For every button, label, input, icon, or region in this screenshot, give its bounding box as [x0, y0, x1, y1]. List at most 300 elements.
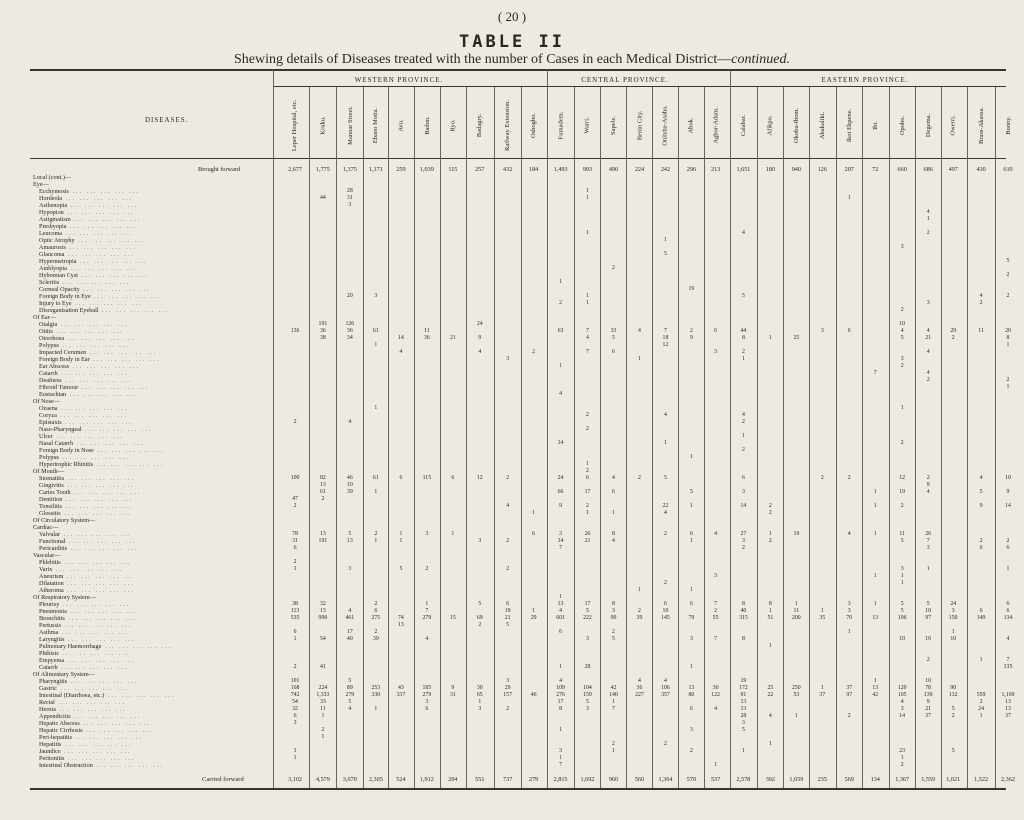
disease-row-label: [39, 657, 135, 664]
disease-row-label: [39, 237, 146, 244]
case-count-cell: 3: [900, 356, 904, 362]
disease-name: Of Alimentary System—: [33, 671, 95, 678]
case-count-cell: 1: [374, 489, 378, 495]
column-divider: [757, 87, 758, 788]
case-count-cell: 5: [664, 475, 667, 481]
leader-dots: ... ... ... ... ...: [58, 342, 130, 349]
column-header: [865, 94, 885, 156]
case-count-cell: 70: [846, 615, 853, 621]
column-header: [443, 94, 463, 156]
case-count-cell: 126: [345, 321, 355, 327]
case-count-cell: 37: [1005, 713, 1011, 719]
leader-dots: ... ... ... ... ...: [67, 545, 139, 552]
leader-dots: ... ... ... ... ...: [54, 699, 126, 706]
leader-dots: ... ... ... ... ...: [66, 223, 138, 230]
case-count-cell: 10: [662, 608, 669, 614]
disease-row-label: [39, 307, 169, 314]
leader-dots: ... ... ... ... ...: [67, 202, 139, 209]
leader-dots: ... ... ... ... ...: [58, 629, 130, 636]
case-count-cell: 2: [847, 475, 851, 481]
case-count-cell: 1: [689, 538, 693, 544]
case-count-cell: 6: [399, 475, 403, 481]
column-divider: [388, 87, 389, 788]
disease-name: Asthma: [39, 629, 59, 636]
disease-name: Eye—: [33, 181, 49, 188]
leader-dots: ... ... ... ... ...: [59, 279, 131, 286]
case-count-cell: 3: [847, 608, 851, 614]
disease-name: Laryngitis: [39, 636, 65, 643]
brought-forward-value: 1,651: [736, 166, 751, 173]
case-count-cell: 168: [290, 685, 300, 691]
case-count-cell: 1: [612, 699, 615, 705]
brought-forward-value: 115: [448, 166, 458, 173]
case-count-cell: 120: [897, 685, 907, 691]
disease-row-label: [39, 202, 138, 209]
case-count-cell: 6: [506, 601, 510, 607]
case-count-cell: 1: [820, 608, 824, 614]
case-count-cell: 46: [346, 475, 353, 481]
case-count-cell: 10: [925, 678, 932, 684]
case-count-cell: 1: [321, 713, 325, 719]
disease-row-label: [39, 335, 135, 342]
case-count-cell: 4: [506, 503, 510, 509]
case-count-cell: 31: [346, 195, 353, 201]
case-count-cell: 1: [689, 664, 693, 670]
carried-forward-value: 2,305: [368, 776, 383, 783]
disease-row-label: [39, 629, 129, 636]
case-count-cell: 18: [662, 335, 669, 341]
disease-name: Gastric: [39, 685, 57, 692]
case-count-cell: 10: [1005, 475, 1011, 481]
brought-forward-value: 660: [897, 166, 907, 173]
case-count-cell: 32: [320, 601, 326, 607]
case-count-cell: 42: [610, 685, 617, 691]
case-count-cell: 2: [926, 475, 930, 481]
case-count-cell: 6: [714, 328, 718, 334]
case-count-cell: 1: [586, 510, 589, 516]
column-header-label: Ibi.: [871, 120, 879, 130]
case-count-cell: 3: [741, 538, 745, 544]
case-count-cell: 8: [741, 636, 745, 642]
case-count-cell: 5: [586, 608, 589, 614]
case-count-cell: 2: [741, 349, 745, 355]
disease-row-label: [33, 552, 61, 559]
leader-dots: ... ... ... ... ...: [74, 237, 146, 244]
diseases-heading: DISEASES.: [145, 116, 189, 124]
disease-row-label: [39, 321, 128, 328]
disease-row-label: [39, 559, 132, 566]
case-count-cell: 2: [506, 706, 510, 712]
disease-row-label: [39, 664, 129, 671]
case-count-cell: 14: [899, 713, 906, 719]
column-header-label: Opobo.: [898, 115, 906, 135]
disease-name: Naso-Pharyngeal: [39, 426, 82, 433]
case-count-cell: 61: [320, 489, 326, 495]
carried-forward-value: 3,670: [342, 776, 357, 783]
case-count-cell: 2: [926, 230, 930, 236]
disease-name: Impacted Cerumen: [39, 349, 87, 356]
case-count-cell: 1: [586, 293, 589, 299]
case-count-cell: 13: [1005, 706, 1011, 712]
case-count-cell: 5: [926, 601, 930, 607]
brought-forward-value: 1,493: [553, 166, 568, 173]
leader-dots: ... ... ... ... ...: [82, 727, 154, 734]
case-count-cell: 106: [661, 685, 670, 691]
brought-forward-value: 180: [765, 166, 775, 173]
disease-row-label: [33, 594, 96, 601]
leader-dots: ... ... ... ... ...: [66, 391, 138, 398]
brought-forward-value: 1,775: [315, 166, 330, 173]
disease-row-label: [39, 328, 124, 335]
case-count-cell: 9: [451, 685, 455, 691]
case-count-cell: 2: [741, 447, 745, 453]
case-count-cell: 11: [320, 706, 326, 712]
case-count-cell: 2: [293, 503, 297, 509]
case-count-cell: 13: [740, 699, 747, 705]
disease-name: Otitis: [39, 328, 53, 335]
brought-forward-value: 610: [1003, 166, 1013, 173]
case-count-cell: 1: [900, 580, 904, 586]
case-count-cell: 2: [664, 741, 667, 747]
disease-name: Hypermetropia: [39, 258, 77, 265]
case-count-cell: 4: [979, 475, 983, 481]
case-count-cell: 1: [689, 503, 693, 509]
column-header-label: Abakaliki.: [818, 111, 826, 139]
disease-name: Polypus: [39, 454, 59, 461]
disease-name: Varix: [39, 566, 53, 573]
case-count-cell: 24: [476, 321, 483, 327]
brought-forward-value: 72: [872, 166, 879, 173]
case-count-cell: 2: [979, 538, 983, 544]
table-title: TABLE II: [459, 32, 565, 52]
column-header-label: Okobu-Ibom.: [792, 107, 800, 143]
column-header: [812, 94, 832, 156]
leader-dots: ... ... ... ... ...: [64, 251, 136, 258]
case-count-cell: 6: [689, 601, 693, 607]
case-count-cell: 3: [741, 720, 745, 726]
disease-row-label: [39, 279, 130, 286]
case-count-cell: 2: [478, 622, 482, 628]
column-divider: [783, 87, 784, 788]
carried-forward-value: 4,579: [315, 776, 330, 783]
case-count-cell: 90: [950, 685, 957, 691]
leader-dots: ... ... ... ... ...: [57, 664, 129, 671]
case-count-cell: 4: [348, 419, 352, 425]
disease-name: Scleritis: [39, 279, 60, 286]
case-count-cell: 6: [293, 545, 297, 551]
case-count-cell: 5: [399, 566, 403, 572]
case-count-cell: 2: [532, 349, 536, 355]
case-count-cell: 10: [346, 482, 353, 488]
case-count-cell: 140: [609, 692, 618, 698]
case-count-cell: 4: [714, 706, 718, 712]
case-count-cell: 1: [873, 531, 877, 537]
disease-row-label: [39, 636, 135, 643]
disease-name: Pharyngitis: [39, 678, 68, 685]
case-count-cell: 66: [557, 489, 564, 495]
disease-name: Pericarditis: [39, 545, 68, 552]
leader-dots: ... ... ... ... ...: [52, 433, 124, 440]
carried-forward-value: 3,102: [288, 776, 303, 783]
case-count-cell: 4: [768, 713, 772, 719]
case-count-cell: 8: [768, 601, 772, 607]
case-count-cell: 1: [873, 573, 877, 579]
case-count-cell: 2: [900, 307, 904, 313]
case-count-cell: 24: [978, 706, 984, 712]
case-count-cell: 78: [925, 685, 932, 691]
case-count-cell: 1: [741, 748, 745, 754]
case-count-cell: 1: [559, 279, 562, 285]
case-count-cell: 7: [714, 601, 718, 607]
case-count-cell: 5: [348, 531, 352, 537]
case-count-cell: 1: [873, 601, 877, 607]
disease-row-label: [39, 195, 133, 202]
case-count-cell: 5: [741, 293, 745, 299]
case-count-cell: 20: [346, 293, 353, 299]
case-count-cell: 601: [556, 615, 565, 621]
case-count-cell: 1: [926, 566, 930, 572]
carried-forward-value: 960: [608, 776, 619, 783]
disease-name: Gingivitis: [39, 482, 64, 489]
case-count-cell: 1: [425, 601, 429, 607]
leader-dots: ... ... ... ... ...: [92, 762, 164, 769]
brought-forward-value: 257: [475, 166, 485, 173]
column-header-label: Avu.: [397, 118, 405, 132]
case-count-cell: 4: [979, 293, 983, 299]
disease-name: Corneal Opacity: [39, 286, 80, 293]
case-count-cell: 279: [345, 692, 355, 698]
disease-name: Amaurosis: [39, 244, 66, 251]
case-count-cell: 4: [559, 391, 562, 397]
case-count-cell: 2: [900, 762, 904, 768]
case-count-cell: 1: [586, 300, 589, 306]
disease-name: Glaucoma: [39, 251, 65, 258]
case-count-cell: 30: [712, 685, 719, 691]
leader-dots: ... ... ... ... ...: [70, 216, 142, 223]
case-count-cell: 5: [1006, 258, 1010, 264]
disease-row-label: [39, 384, 149, 391]
case-count-cell: 2: [293, 419, 297, 425]
disease-row-label: [39, 727, 153, 734]
disease-name: Hypopion: [39, 209, 64, 216]
case-count-cell: 21: [925, 706, 932, 712]
case-count-cell: 150: [948, 615, 958, 621]
case-count-cell: 5: [586, 699, 589, 705]
carried-forward-value: 569: [844, 776, 854, 783]
carried-forward-value: 1,364: [658, 776, 673, 783]
case-count-cell: 9: [559, 503, 562, 509]
case-count-cell: 9: [979, 503, 983, 509]
case-count-cell: 1: [1006, 384, 1010, 390]
column-header-label: Railway Extension.: [504, 99, 512, 151]
case-count-cell: 14: [740, 503, 747, 509]
case-count-cell: 1: [612, 748, 615, 754]
case-count-cell: 6: [689, 531, 693, 537]
case-count-cell: 1: [638, 587, 641, 593]
case-count-cell: 1: [399, 531, 403, 537]
case-count-cell: 149: [976, 615, 986, 621]
case-count-cell: 34: [346, 335, 353, 341]
case-count-cell: 24: [950, 601, 957, 607]
leader-dots: ... ... ... ... ...: [81, 426, 153, 433]
column-header: [733, 94, 753, 156]
disease-row-label: [39, 601, 130, 608]
disease-row-label: [39, 216, 142, 223]
case-count-cell: 2: [820, 475, 824, 481]
case-count-cell: 11: [424, 328, 430, 334]
table-subtitle: [0, 52, 1024, 68]
case-count-cell: 19: [793, 531, 800, 537]
disease-name: Jaundice: [39, 748, 61, 755]
disease-row-label: [39, 720, 151, 727]
case-count-cell: 5: [612, 636, 615, 642]
case-count-cell: 1: [820, 685, 824, 691]
leader-dots: ... ... ... ... ...: [57, 405, 129, 412]
case-count-cell: 8: [1006, 335, 1010, 341]
case-count-cell: 5: [664, 251, 667, 257]
disease-name: Tonsilitis: [39, 503, 62, 510]
disease-name: Hypertrophic Rhinitis: [39, 461, 94, 468]
case-count-cell: 8: [612, 531, 615, 537]
column-divider: [995, 87, 996, 788]
case-count-cell: 3: [374, 293, 378, 299]
leader-dots: ... ... ... ... ...: [60, 510, 132, 517]
disease-row-label: [39, 433, 124, 440]
case-count-cell: 227: [635, 692, 644, 698]
case-count-cell: 82: [320, 475, 326, 481]
case-count-cell: 6: [847, 328, 851, 334]
carried-forward-value: 134: [870, 776, 880, 783]
case-count-cell: 4: [741, 412, 745, 418]
case-count-cell: 1: [293, 755, 297, 761]
disease-name: Rectal: [39, 699, 55, 706]
case-count-cell: 2: [664, 580, 667, 586]
case-count-cell: 7: [612, 706, 615, 712]
case-count-cell: 54: [292, 699, 298, 705]
case-count-cell: 357: [661, 692, 670, 698]
disease-row-label: [39, 482, 135, 489]
leader-dots: ... ... ... ... ...: [63, 482, 135, 489]
case-count-cell: 990: [318, 615, 328, 621]
case-count-cell: 1: [847, 629, 851, 635]
column-header: [655, 94, 675, 156]
case-count-cell: 3: [559, 531, 562, 537]
case-count-cell: 13: [688, 685, 695, 691]
disease-row-label: [39, 251, 135, 258]
brought-forward-value: 1,171: [368, 166, 383, 173]
disease-name: Intestinal (Diarrhoea, etc.): [39, 692, 105, 699]
disease-name: Foreign Body in Ear: [39, 356, 90, 363]
case-count-cell: 3: [478, 538, 482, 544]
case-count-cell: 1: [374, 706, 378, 712]
case-count-cell: 89: [346, 685, 353, 691]
disease-row-label: [39, 230, 133, 237]
case-count-cell: 461: [345, 615, 355, 621]
case-count-cell: 4: [612, 538, 615, 544]
case-count-cell: 3: [926, 545, 930, 551]
case-count-cell: 4: [847, 531, 851, 537]
column-header-label: Sapele.: [609, 115, 617, 135]
leader-dots: ... ... ... ... ...: [52, 566, 124, 573]
disease-row-label: [39, 496, 133, 503]
case-count-cell: 6: [532, 531, 536, 537]
column-header: [470, 94, 490, 156]
carried-forward-value: 204: [448, 776, 458, 783]
case-count-cell: 3: [900, 706, 904, 712]
case-count-cell: 1: [768, 741, 772, 747]
disease-name: Bronchitis: [39, 615, 65, 622]
case-count-cell: 2: [689, 328, 693, 334]
case-count-cell: 2: [900, 440, 904, 446]
disease-row-label: [39, 678, 138, 685]
case-count-cell: 1: [559, 363, 562, 369]
disease-name: Otorrhoea: [39, 335, 65, 342]
disease-row-label: [39, 370, 129, 377]
case-count-cell: 1: [951, 629, 955, 635]
case-count-cell: 7: [926, 538, 930, 544]
column-header: [998, 94, 1018, 156]
case-count-cell: 1: [293, 748, 297, 754]
case-count-cell: 4: [926, 209, 930, 215]
leader-dots: ... ... ... ... ...: [71, 300, 143, 307]
case-count-cell: 1: [873, 489, 877, 495]
leader-dots: ... ... ... ... ...: [52, 328, 124, 335]
case-count-cell: 5: [689, 489, 693, 495]
disease-name: Foreign Body in Nose: [39, 447, 94, 454]
case-count-cell: 41: [320, 664, 326, 670]
disease-row-label: [39, 342, 130, 349]
case-count-cell: 7: [1006, 657, 1010, 663]
case-count-cell: 39: [372, 636, 379, 642]
case-count-cell: 5: [348, 699, 352, 705]
column-header-label: Onitsha-Asaba.: [661, 104, 669, 146]
case-count-cell: 7: [664, 328, 667, 334]
case-count-cell: 2: [926, 657, 930, 663]
leader-dots: ... ... ... ... ...: [86, 349, 158, 356]
case-count-cell: 115: [422, 475, 432, 481]
case-count-cell: 11: [793, 608, 800, 614]
case-count-cell: 1: [1006, 342, 1010, 348]
case-count-cell: 5: [951, 706, 955, 712]
carried-forward-value: 392: [765, 776, 775, 783]
disease-name: Disorganisation Eyeball: [39, 307, 99, 314]
case-count-cell: 2: [741, 419, 745, 425]
case-count-cell: 11: [899, 531, 905, 537]
case-count-cell: 1: [741, 356, 745, 362]
disease-name: Phlebitis: [39, 559, 61, 566]
carried-forward-value: 1,659: [789, 776, 804, 783]
column-header: [629, 94, 649, 156]
case-count-cell: 276: [556, 692, 565, 698]
disease-row-label: [39, 706, 127, 713]
case-count-cell: 20: [1005, 328, 1011, 334]
carried-forward-value: 2,815: [553, 776, 568, 783]
disease-row-label: [39, 377, 133, 384]
case-count-cell: 44: [740, 328, 747, 334]
case-count-cell: 21: [504, 615, 511, 621]
case-count-cell: 2: [586, 412, 589, 418]
disease-name: Asthenopia: [39, 202, 68, 209]
case-count-cell: 10: [899, 321, 906, 327]
column-header: [706, 94, 726, 156]
carried-forward-value: 537: [710, 776, 721, 783]
case-count-cell: 4: [664, 412, 667, 418]
disease-name: Nasal Catarrh: [39, 440, 74, 447]
column-header-label: Abok.: [687, 116, 695, 134]
column-header: [366, 94, 386, 156]
carried-forward-value: 737: [503, 776, 513, 783]
case-count-cell: 157: [503, 692, 512, 698]
